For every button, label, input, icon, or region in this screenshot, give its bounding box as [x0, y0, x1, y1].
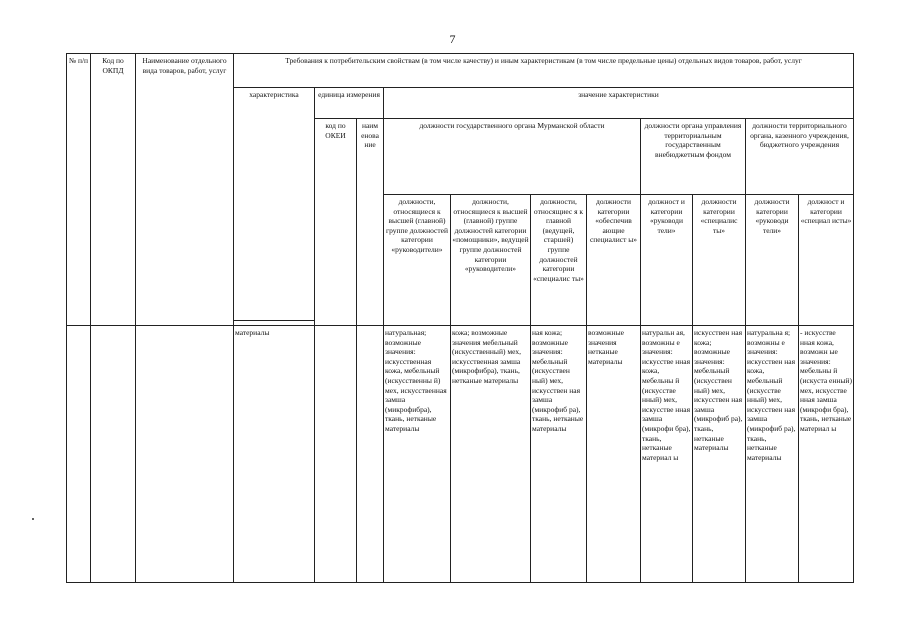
header-okei: код по ОКЕИ: [315, 119, 357, 326]
header-group-fund: должности органа управления территориальным государственным внебюджетным фондом: [641, 119, 746, 195]
row-value-5: натуральн ая, возможны е значения: искусстве нная кожа, мебельны й (искусстве нный) мех, искусстве нная замша (микрофи бра), ткань, нетканые материал ы: [641, 326, 693, 583]
header-group-terr: должности территориального органа, казенного учреждения, бюджетного учреждения: [746, 119, 854, 195]
header-pos-2: должности, относящиеся к высшей (главной) группе должностей категории «помощники», ведущей группе должностей категории «руководители»: [451, 195, 531, 326]
header-pos-5: должност и категории «руководи тели»: [641, 195, 693, 326]
header-pos-1: должности, относящиеся к высшей (главной) группе должностей категории «руководители»: [384, 195, 451, 326]
header-name: Наименование отдельного вида товаров, работ, услуг: [136, 54, 234, 326]
header-okpd: Код по ОКПД: [91, 54, 136, 326]
header-num: № п/п: [67, 54, 91, 326]
header-unit-name: наим енова ние: [357, 119, 384, 326]
row-value-4: возможные значения нетканые материалы: [587, 326, 641, 583]
header-unit: единица измерения: [315, 88, 384, 119]
scan-dot: [32, 518, 34, 520]
row-unit-name: [357, 326, 384, 583]
header-group-gov: должности государственного органа Мурманской области: [384, 119, 641, 195]
header-value: значение характеристики: [384, 88, 854, 119]
requirements-table: [66, 53, 854, 583]
header-requirements: Требования к потребительским свойствам (в том числе качеству) и иным характеристикам (в том числе предельные цены) отдельных видов товаров, работ, услуг: [234, 54, 854, 88]
row-okpd: [91, 326, 136, 583]
row-value-8: - искусстве нная кожа, возможн ые значения: мебельны й (искуста енный) мех, искусстве нная замша (микрофи бра), ткань, нетканые материал ы: [799, 326, 854, 583]
row-value-2: кожа; возможные значения мебельный (искусственный) мех, искусственная замша (микрофибра), ткань, нетканые материалы: [451, 326, 531, 583]
row-characteristic: материалы: [234, 326, 315, 583]
row-num: [67, 326, 91, 583]
row-value-6: искусствен ная кожа; возможные значения: мебельный (искусствен ный) мех, искусствен ная замша (микрофиб ра), ткань, нетканые материалы: [693, 326, 746, 583]
header-pos-3: должности, относящиес я к главной (ведущей, старшей) группе должностей категории «специалис ты»: [531, 195, 587, 326]
header-pos-8: должност и категории «специал исты»: [799, 195, 854, 326]
row-okei: [315, 326, 357, 583]
row-value-3: ная кожа; возможные значения: мебельный (искусствен ный) мех, искусствен ная замша (микрофиб ра), ткань, нетканые материалы: [531, 326, 587, 583]
header-characteristic: характеристика: [234, 88, 315, 321]
header-pos-4: должности категории «обеспечив ающие специалист ы»: [587, 195, 641, 326]
row-value-1: натуральная; возможные значения: искусственная кожа, мебельный (искусственны й) мех, искусственная замша (микрофибра), ткань, нетканые материалы: [384, 326, 451, 583]
row-value-7: натуральна я; возможны е значения: искусствен ная кожа, мебельный (искусстве нный) мех, искусствен ная замша (микрофиб ра), ткань, нетканые материалы: [746, 326, 799, 583]
header-pos-7: должности категории «руководи тели»: [746, 195, 799, 326]
page-number: 7: [449, 32, 456, 46]
row-name: [136, 326, 234, 583]
header-pos-6: должности категории «специалис ты»: [693, 195, 746, 326]
